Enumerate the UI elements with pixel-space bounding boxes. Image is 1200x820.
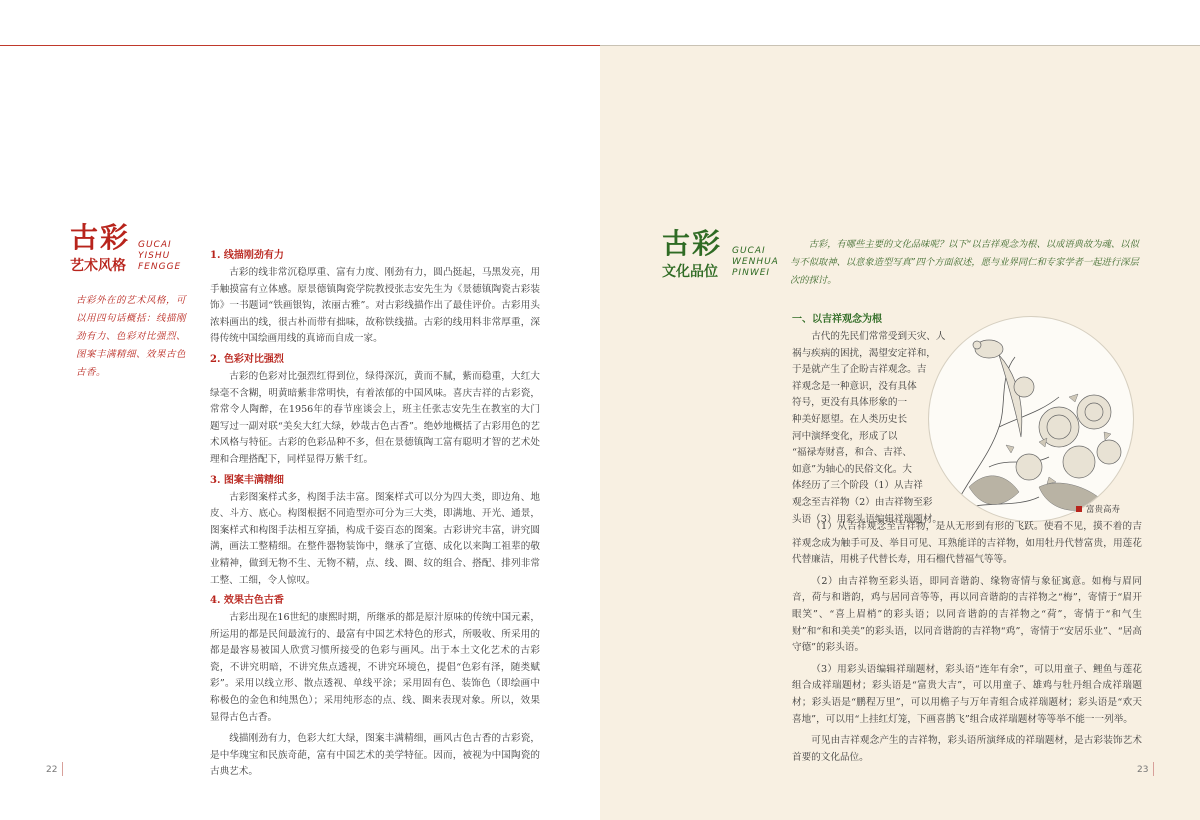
- left-page-subtitle: 艺术风格: [70, 258, 126, 274]
- right-body: [792, 519, 1142, 766]
- right-header-rule: [600, 45, 1200, 46]
- wrap-line: 祥观念是一种意识，没有具体: [792, 380, 917, 392]
- section-heading: 1. 线描刚劲有力: [210, 250, 284, 261]
- left-page-tick: [62, 762, 63, 776]
- pinyin-line: GUCAI: [732, 246, 766, 256]
- wrap-line: 头语（3）用彩头语编辑祥瑞题材。: [792, 513, 943, 525]
- peony-flower: [1085, 403, 1103, 421]
- bird-head: [973, 341, 981, 349]
- section-heading: 4. 效果古色古香: [210, 595, 284, 607]
- figure-caption: [1076, 503, 1120, 515]
- pinyin-line: YISHU: [138, 251, 171, 261]
- right-intro: 古彩，有哪些主要的文化品味呢？以下“以吉祥观念为根、以成语典故为魂、以似与不似取神、以意象造型写真”四个方面叙述，愿与业界同仁和专家学者一起进行深层次的探讨。: [790, 239, 1139, 286]
- paragraph: 古彩的线非常沉稳厚重、富有力度、刚劲有力，圆凸挺起，马黑发亮，用手触摸富有立体感。原景德镇陶瓷学院教授张志安先生为《景德镇陶瓷古彩装饰》一书题词“铁画银钩，浓丽古雅”。对古彩线描作出了最佳评价。古彩用头浓料画出的线，很古朴而带有拙味，故称铁线描。古彩的线用料非常厚重，深得传统中国绘画用线的真谛而自成一家。: [210, 267, 540, 345]
- section-heading: 2. 色彩对比强烈: [210, 353, 284, 365]
- paragraph: 线描刚劲有力，色彩大红大绿，图案丰满精细，画风古色古香的古彩瓷，是中华瑰宝和民族奇葩，富有中国艺术的美学特征。因而，被视为中国陶瓷的古典艺术。: [210, 733, 540, 778]
- peony-flower: [1016, 454, 1042, 480]
- right-title-block: [662, 228, 722, 282]
- wrap-line: 河中演绎变化，形成了以: [792, 430, 898, 442]
- pinyin-line: FENGGE: [138, 262, 182, 272]
- paragraph: 古彩的色彩对比强烈红得到位，绿得深沉，黄而不腻，紫而稳重，大红大绿毫不含糊，明黄暗紫非常明快，有着浓郁的中国风味。喜庆吉祥的古彩瓷，常常令人陶醉，在1956年的春节座谈会上，班主任张志安先生在教室的大门题写过一副对联“美矣大红大绿，妙哉古色古香”。绝妙地概括了古彩用色的艺术风格与特征。古彩的色彩品种不多，但在景德镇陶工富有聪明才智的艺术处理和合理搭配下，同样显得万紫千红。: [210, 370, 540, 465]
- leaf-shape: [1069, 394, 1078, 402]
- rock-shape: [969, 476, 1019, 505]
- left-page-title: 古彩: [70, 221, 131, 254]
- pinyin-line: PINWEI: [732, 268, 771, 278]
- wrap-line: “福禄寿财喜，和合、吉祥、: [792, 447, 913, 459]
- peony-flower: [1047, 415, 1071, 439]
- paragraph: 可见由吉祥观念产生的吉祥物，彩头语所演绎成的祥瑞题材，是古彩装饰艺术首要的文化品位。: [792, 735, 1142, 763]
- left-header-rule: [0, 45, 600, 46]
- bird-tail: [999, 355, 1022, 437]
- peony-flower: [1097, 440, 1121, 464]
- left-body: [210, 244, 540, 781]
- peony-flower: [1014, 377, 1034, 397]
- left-pinyin: [138, 240, 181, 273]
- right-page-subtitle: 文化品位: [662, 264, 718, 280]
- wrap-lines: [792, 329, 946, 528]
- wrap-line: 于是就产生了企盼吉祥观念。吉: [792, 364, 927, 376]
- right-page-tick: [1153, 762, 1154, 776]
- wrap-line: 种美好愿望。在人类历史长: [792, 413, 908, 425]
- left-page-number: 22: [46, 765, 58, 775]
- paragraph: （1）从吉祥观念至吉祥物，是从无形到有形的飞跃。使看不见，摸不着的吉祥观念成为触手可及、举目可见、耳熟能详的吉祥物，如用牡丹代替富贵，用莲花代替廉洁，用桃子代替长寿，用石榴代替福气等等。: [792, 521, 1142, 566]
- pinyin-line: GUCAI: [138, 240, 172, 250]
- caption-text: 富贵高寿: [1086, 505, 1121, 515]
- illustration-art: [929, 317, 1134, 522]
- wrap-line: 体经历了三个阶段（1）从吉祥: [792, 480, 923, 492]
- leaf-shape: [1006, 445, 1014, 453]
- paragraph: （2）由吉祥物至彩头语，即同音谐韵、缘物寄情与象征寓意。如梅与眉同音，荷与和谐韵，鸡与居同音等等，再以同音谐韵的吉祥物之“梅”，寄情于“眉开眼笑”、“喜上眉梢”的彩头语；以同音谐韵的吉祥物之“荷”，寄情于“和气生财”和“和和美美”的彩头语，以同音谐韵的吉祥物“鸡”，寄情于“安居乐业”、“居高守德”的彩头语。: [792, 575, 1142, 654]
- wrap-line: 如意”为轴心的民俗文化。大: [792, 463, 913, 475]
- paragraph: （3）用彩头语编辑祥瑞题材，彩头语“连年有余”，可以用童子、鲤鱼与莲花组合成祥瑞题材；彩头语是“富贵大吉”，可以用童子、雄鸡与牡丹组合成祥瑞题材；彩头语是“鹏程万里”，可以用檐子与万年青组合成祥瑞题材；彩头语是“欢天喜地”，可以用“上挂红灯笼，下画喜鹊飞”组合成祥瑞题材等等举不能一一列举。: [792, 663, 1142, 725]
- wrap-line: 古代的先民们常常受到天灾、人: [811, 331, 946, 342]
- wrap-line: 祸与疾病的困扰，渴望安定祥和，: [792, 347, 936, 359]
- section-heading: 3. 图案丰满精细: [210, 474, 284, 486]
- wrap-line: 观念至吉祥物（2）由吉祥物至彩: [792, 496, 933, 508]
- paragraph: 古彩出现在16世纪的康熙时期，所继承的都是原汁原味的传统中国元素，所运用的都是民间最流行的、最富有中国艺术特色的形式，所吸收、所采用的都是最容易被国人欣赏习惯所接受的色彩与画风。出于本土文化艺术的古彩瓷，不讲究明暗，不讲究焦点透视，不讲究环境色，提倡“色彩有泽，随类赋彩”。采用以线立形、散点透视、单线平涂；采用固有色、装饰色（即绘画中称极色的金色和纯黑色）；采用纯形态的点、线、圈来表现对象。所以，效果显得古色古香。: [210, 612, 540, 723]
- paragraph: 古彩图案样式多，构图手法丰富。图案样式可以分为四大类，即边角、地皮、斗方、底心。构图根据不同造型亦可分为三大类，即满地、开光、通景，图案样式和构图手法相互穿插，构成千姿百态的图案。古彩讲究丰富，讲究圆满，画法工整精细。在整件器物装饰中，继承了宣德、成化以来陶工祖辈的敬业精神，做到无物不生、无物不精，点、线、圈、纹的组合、搭配、排列非常工整、工细，令人惊叹。: [210, 491, 540, 586]
- left-intro: 古彩外在的艺术风格，可以用四句话概括：线描刚劲有力、色彩对比强烈、图案丰满精细、效果古色古香。: [76, 295, 187, 378]
- flower-bird-illustration: [928, 316, 1134, 522]
- right-wrap-text: [792, 308, 946, 528]
- pinyin-line: WENHUA: [732, 257, 779, 267]
- wrap-line: 符号，更没有具体形象的一: [792, 397, 908, 409]
- left-title-block: [70, 222, 130, 276]
- right-page-top-strip: [600, 0, 1200, 46]
- peony-flower: [1063, 446, 1095, 478]
- leaf-shape: [1104, 432, 1111, 440]
- caption-marker: [1076, 506, 1082, 512]
- right-page-number: 23: [1137, 765, 1149, 775]
- right-page-title: 古彩: [662, 227, 723, 260]
- right-pinyin: [732, 246, 779, 279]
- section-heading: 一、以吉祥观念为根: [792, 314, 882, 325]
